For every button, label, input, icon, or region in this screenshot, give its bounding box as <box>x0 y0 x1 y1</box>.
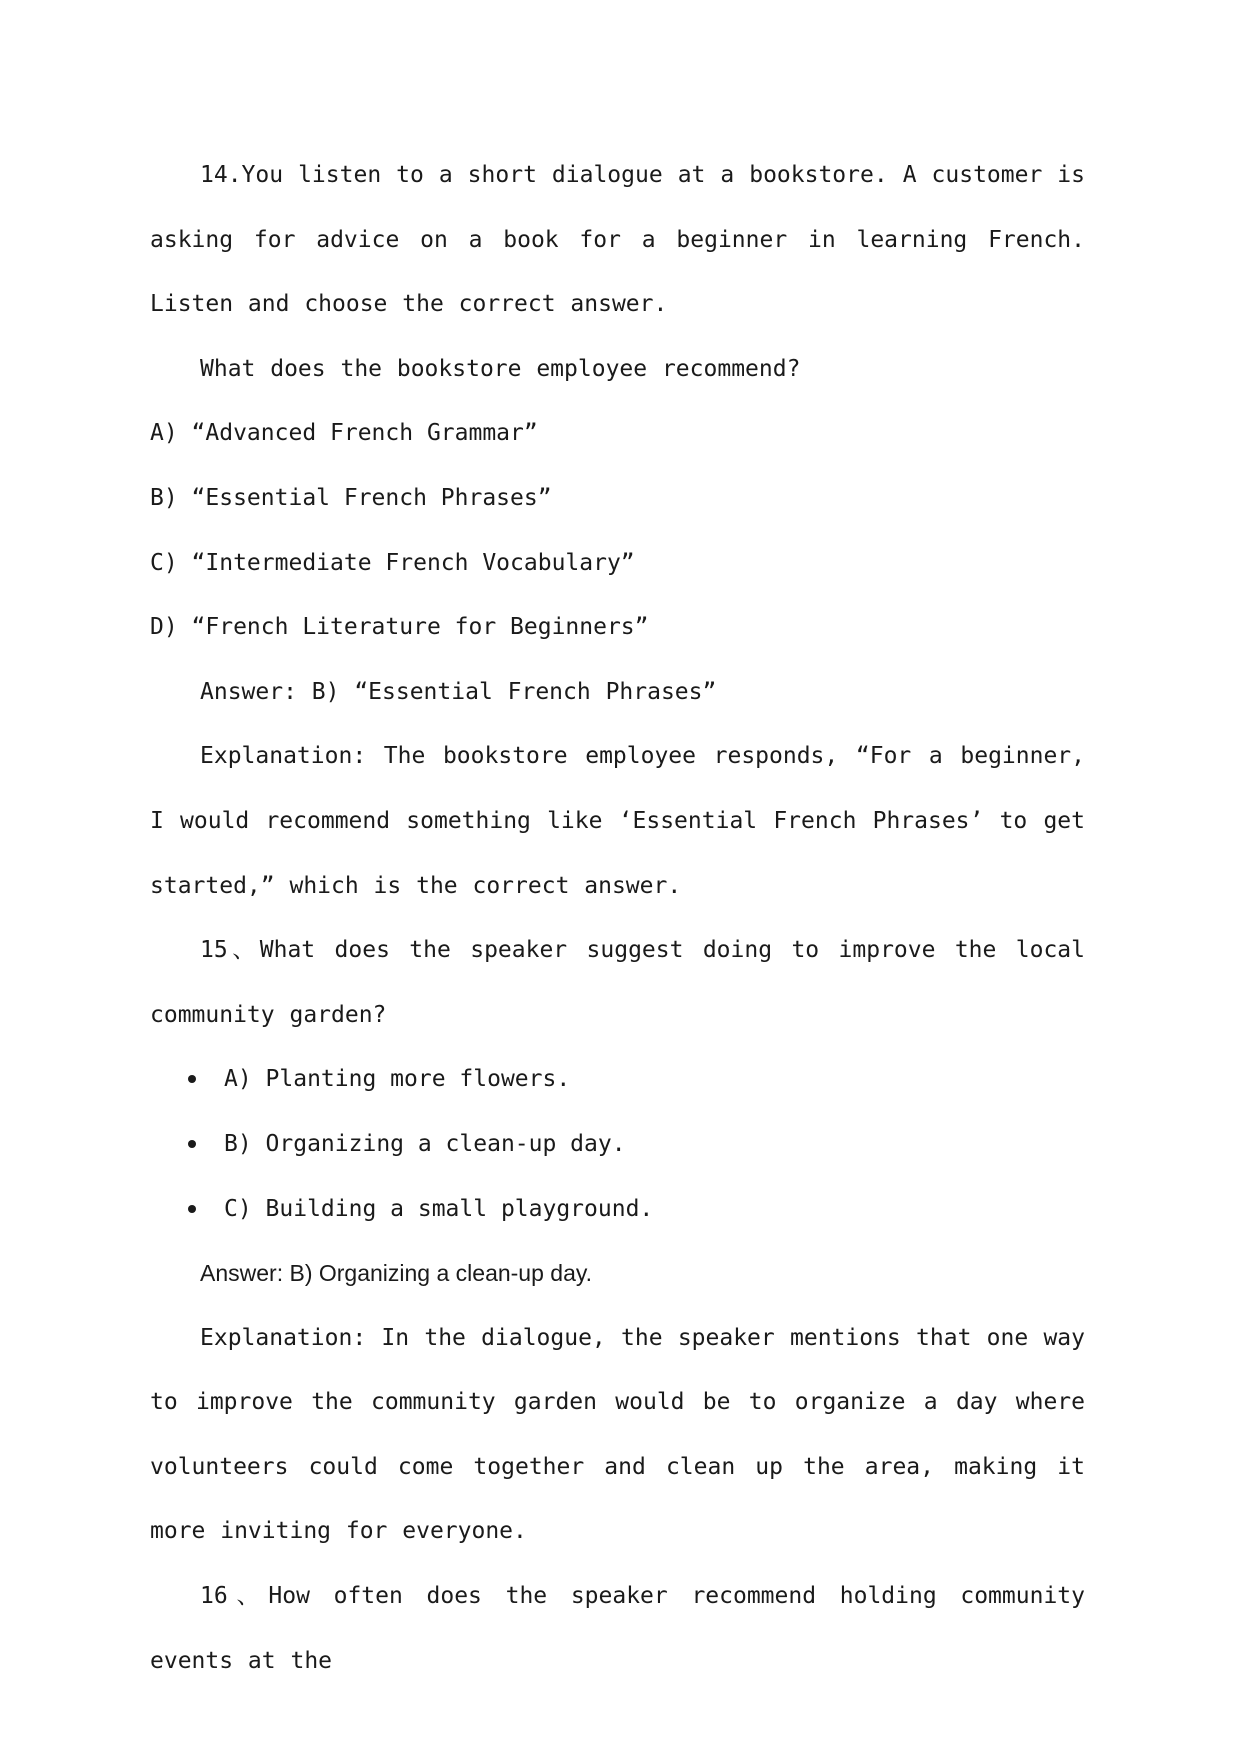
question-15-option-a-text: A) Planting more flowers. <box>224 1066 571 1093</box>
question-15-option-b-text: B) Organizing a clean-up day. <box>224 1130 626 1157</box>
bullet-icon <box>188 1140 196 1148</box>
question-14-option-c: C) “Intermediate French Vocabulary” <box>150 549 635 576</box>
question-15-explanation: Explanation: In the dialogue, the speaker mentions that one way to improve the community garden would be to organize a day where volunteers could come together and clean up the area, making it more inviting for everyone. <box>150 1324 1085 1545</box>
question-14-option-b: B) “Essential French Phrases” <box>150 484 552 511</box>
question-15-option-a <box>150 1047 1085 1112</box>
question-16-stem: 16、How often does the speaker recommend holding community events at the <box>150 1583 1085 1674</box>
question-14-option-d: D) “French Literature for Beginners” <box>150 614 649 641</box>
question-14-prompt: What does the bookstore employee recommend? <box>200 355 801 382</box>
bullet-icon <box>188 1205 196 1213</box>
question-14-stem: 14.You listen to a short dialogue at a bookstore. A customer is asking for advice on a book for a beginner in learning French. Listen and choose the correct answer. <box>150 162 1085 318</box>
question-14-explanation: Explanation: The bookstore employee responds, “For a beginner, I would recommend something like ‘Essential French Phrases’ to get started,” which is the correct answer. <box>150 743 1085 899</box>
question-14-option-a: A) “Advanced French Grammar” <box>150 420 538 447</box>
question-15-answer: Answer: B) Organizing a clean-up day. <box>200 1260 593 1287</box>
question-14-answer: Answer: B) “Essential French Phrases” <box>200 678 717 705</box>
bullet-icon <box>188 1075 196 1083</box>
question-15-options <box>150 1047 1085 1241</box>
question-15-option-b <box>150 1112 1085 1177</box>
question-15-stem: 15、What does the speaker suggest doing to improve the local community garden? <box>150 937 1085 1028</box>
document-page <box>150 143 1085 1693</box>
question-15-option-c <box>150 1177 1085 1242</box>
question-15-option-c-text: C) Building a small playground. <box>224 1195 654 1222</box>
